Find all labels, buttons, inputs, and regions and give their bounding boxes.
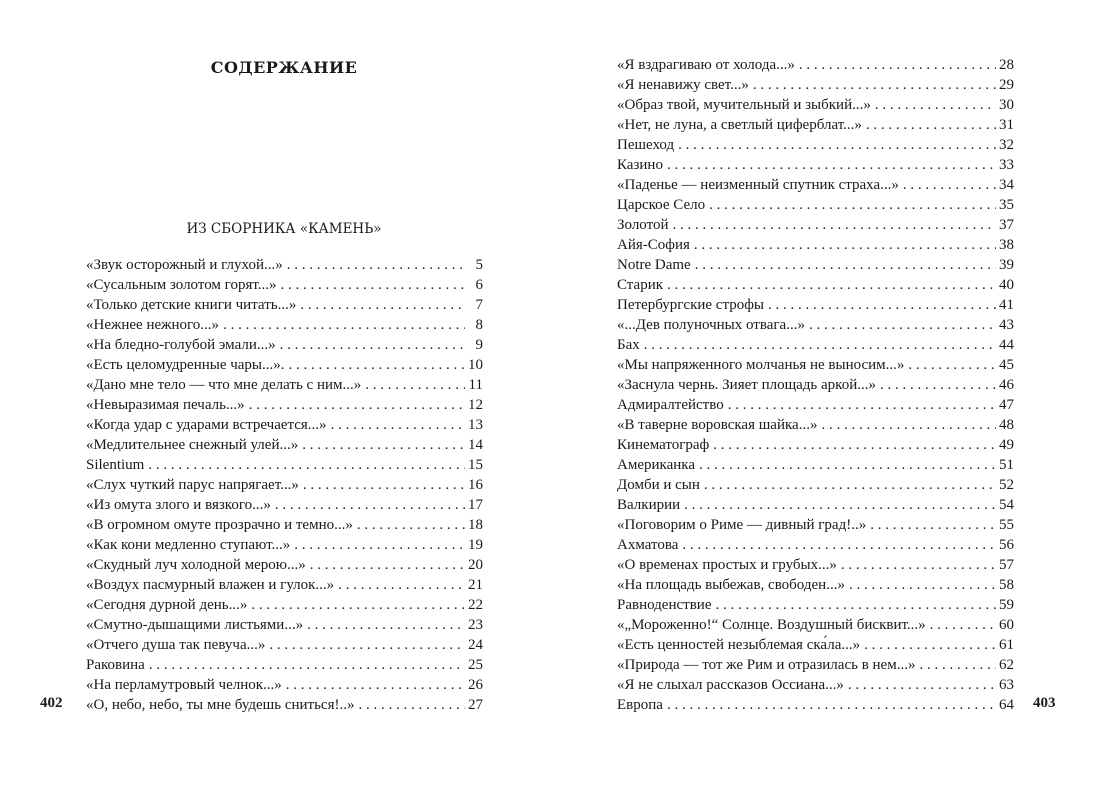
- toc-entry-page: 9: [475, 337, 483, 353]
- toc-entry-title: «Сегодня дурной день...»: [86, 597, 248, 613]
- toc-entry-page: 27: [468, 697, 483, 713]
- toc-entry-title: «Отчего душа так певуча...»: [86, 637, 266, 653]
- toc-entry-page: 8: [475, 317, 483, 333]
- toc-entry-title: «Я не слыхал рассказов Оссиана...»: [617, 677, 844, 693]
- dot-leader: [310, 555, 465, 575]
- toc-entry: [86, 675, 483, 695]
- toc-entry-page: 63: [999, 677, 1014, 693]
- toc-entry: [86, 575, 483, 595]
- toc-entry: [617, 535, 1014, 555]
- dot-leader: [682, 535, 996, 555]
- toc-entry: [617, 395, 1014, 415]
- toc-entry-page: 22: [468, 597, 483, 613]
- toc-entry-page: 39: [999, 257, 1014, 273]
- toc-entry-page: 7: [475, 297, 483, 313]
- toc-entry-title: «В таверне воровская шайка...»: [617, 417, 818, 433]
- toc-entry-title: Петербургские строфы: [617, 297, 764, 313]
- toc-entry-title: Домби и сын: [617, 477, 700, 493]
- toc-entry: [86, 555, 483, 575]
- toc-entry: [86, 655, 483, 675]
- toc-entry-title: «Есть целомудренные чары...».: [86, 357, 285, 373]
- toc-entry: [86, 475, 483, 495]
- toc-entry: [617, 335, 1014, 355]
- toc-entry: [617, 575, 1014, 595]
- dot-leader: [289, 355, 465, 375]
- toc-entry-page: 24: [468, 637, 483, 653]
- toc-entry-title: «Воздух пасмурный влажен и гулок...»: [86, 577, 335, 593]
- toc-entry-page: 6: [475, 277, 483, 293]
- toc-entry-title: «В огромном омуте прозрачно и темно...»: [86, 517, 353, 533]
- toc-entry-title: «Мы напряженного молчанья не выносим...»: [617, 357, 905, 373]
- toc-entry-page: 5: [475, 257, 483, 273]
- toc-entry-title: «Нет, не луна, а светлый циферблат...»: [617, 117, 862, 133]
- toc-entry-title: Бах: [617, 337, 640, 353]
- toc-entry: [617, 635, 1014, 655]
- dot-leader: [684, 495, 996, 515]
- toc-entry-page: 46: [999, 377, 1014, 393]
- toc-entry-page: 41: [999, 297, 1014, 313]
- toc-entry-title: Золотой: [617, 217, 669, 233]
- toc-right-column: [617, 55, 1014, 715]
- toc-entry: [617, 655, 1014, 675]
- toc-entry-title: «...Дев полуночных отвага...»: [617, 317, 805, 333]
- dot-leader: [667, 275, 996, 295]
- toc-entry-page: 33: [999, 157, 1014, 173]
- dot-leader: [286, 675, 465, 695]
- toc-entry-title: «На площадь выбежав, свободен...»: [617, 577, 845, 593]
- toc-entry-title: «Звук осторожный и глухой...»: [86, 257, 283, 273]
- toc-entry: [617, 115, 1014, 135]
- dot-leader: [269, 635, 465, 655]
- toc-entry: [86, 335, 483, 355]
- dot-leader: [249, 395, 465, 415]
- toc-entry-page: 60: [999, 617, 1014, 633]
- dot-leader: [930, 615, 996, 635]
- dot-leader: [223, 315, 465, 335]
- dot-leader: [667, 155, 996, 175]
- dot-leader: [357, 515, 465, 535]
- toc-entry-page: 29: [999, 77, 1014, 93]
- toc-entry: [86, 355, 483, 375]
- toc-entry-page: 62: [999, 657, 1014, 673]
- dot-leader: [880, 375, 996, 395]
- toc-entry-page: 10: [468, 357, 483, 373]
- toc-entry-title: Раковина: [86, 657, 145, 673]
- toc-entry: [617, 55, 1014, 75]
- dot-leader: [281, 275, 465, 295]
- dot-leader: [870, 515, 996, 535]
- toc-entry-page: 21: [468, 577, 483, 593]
- toc-entry: [617, 355, 1014, 375]
- toc-entry: [86, 295, 483, 315]
- dot-leader: [287, 255, 465, 275]
- dot-leader: [300, 295, 465, 315]
- toc-entry: [617, 195, 1014, 215]
- toc-entry: [86, 455, 483, 475]
- toc-entry-page: 11: [468, 377, 483, 393]
- dot-leader: [307, 615, 465, 635]
- toc-entry-page: 49: [999, 437, 1014, 453]
- toc-entry: [617, 215, 1014, 235]
- toc-entry-page: 38: [999, 237, 1014, 253]
- dot-leader: [715, 595, 996, 615]
- page-number-right: 403: [1033, 695, 1056, 711]
- toc-entry-page: 26: [468, 677, 483, 693]
- dot-leader: [695, 255, 996, 275]
- toc-entry: [86, 495, 483, 515]
- toc-entry: [617, 155, 1014, 175]
- toc-entry: [86, 315, 483, 335]
- toc-entry-page: 16: [468, 477, 483, 493]
- toc-entry-title: «Природа — тот же Рим и отразилась в нем...»: [617, 657, 916, 673]
- toc-entry-title: «Нежнее нежного...»: [86, 317, 220, 333]
- toc-entry: [86, 535, 483, 555]
- toc-entry-title: «Невыразимая печаль...»: [86, 397, 245, 413]
- dot-leader: [709, 195, 996, 215]
- toc-entry-page: 28: [999, 57, 1014, 73]
- toc-entry: [617, 475, 1014, 495]
- toc-entry-page: 34: [999, 177, 1014, 193]
- dot-leader: [302, 435, 465, 455]
- toc-entry-page: 48: [999, 417, 1014, 433]
- dot-leader: [713, 435, 996, 455]
- toc-entry-title: Старик: [617, 277, 664, 293]
- dot-leader: [903, 175, 996, 195]
- toc-entry: [86, 595, 483, 615]
- dot-leader: [148, 455, 465, 475]
- toc-entry-page: 61: [999, 637, 1014, 653]
- dot-leader: [768, 295, 996, 315]
- dot-leader: [821, 415, 996, 435]
- toc-entry-title: Кинематограф: [617, 437, 710, 453]
- dot-leader: [864, 635, 996, 655]
- toc-entry: [617, 555, 1014, 575]
- toc-entry-title: Равноденствие: [617, 597, 712, 613]
- toc-entry-page: 58: [999, 577, 1014, 593]
- toc-entry-page: 20: [468, 557, 483, 573]
- toc-entry-page: 43: [999, 317, 1014, 333]
- toc-entry-title: «Как кони медленно ступают...»: [86, 537, 291, 553]
- toc-entry-page: 12: [468, 397, 483, 413]
- toc-entry-page: 64: [999, 697, 1014, 713]
- toc-entry: [617, 595, 1014, 615]
- toc-entry: [86, 435, 483, 455]
- dot-leader: [149, 655, 465, 675]
- toc-entry: [86, 395, 483, 415]
- toc-entry-page: 23: [468, 617, 483, 633]
- toc-entry-page: 30: [999, 97, 1014, 113]
- toc-entry-title: «Я вздрагиваю от холода...»: [617, 57, 795, 73]
- toc-entry-title: Пешеход: [617, 137, 675, 153]
- toc-entry-page: 52: [999, 477, 1014, 493]
- toc-entry-page: 14: [468, 437, 483, 453]
- dot-leader: [848, 675, 996, 695]
- dot-leader: [303, 475, 465, 495]
- dot-leader: [280, 335, 465, 355]
- toc-entry: [617, 675, 1014, 695]
- toc-entry: [617, 295, 1014, 315]
- toc-entry: [617, 415, 1014, 435]
- dot-leader: [294, 535, 465, 555]
- toc-entry-page: 57: [999, 557, 1014, 573]
- toc-entry: [617, 75, 1014, 95]
- toc-entry-title: «Скудный луч холодной мерою...»: [86, 557, 306, 573]
- dot-leader: [809, 315, 996, 335]
- dot-leader: [644, 335, 996, 355]
- toc-entry: [617, 695, 1014, 715]
- toc-entry-title: «Только детские книги читать...»: [86, 297, 297, 313]
- toc-entry-title: Silentium: [86, 457, 145, 473]
- toc-entry: [86, 695, 483, 715]
- toc-entry: [617, 135, 1014, 155]
- toc-entry-page: 51: [999, 457, 1014, 473]
- toc-entry-page: 15: [468, 457, 483, 473]
- toc-entry-title: Адмиралтейство: [617, 397, 724, 413]
- toc-entry: [617, 495, 1014, 515]
- dot-leader: [866, 115, 996, 135]
- toc-entry-page: 55: [999, 517, 1014, 533]
- toc-entry-page: 17: [468, 497, 483, 513]
- toc-entry-title: «Есть ценностей незыблемая ска́ла...»: [617, 637, 861, 653]
- dot-leader: [673, 215, 997, 235]
- contents-title: СОДЕРЖАНИЕ: [210, 58, 358, 77]
- toc-entry-title: «На бледно-голубой эмали...»: [86, 337, 276, 353]
- toc-entry: [617, 255, 1014, 275]
- toc-entry-page: 45: [999, 357, 1014, 373]
- toc-entry-page: 35: [999, 197, 1014, 213]
- toc-entry-title: «Медлительнее снежный улей...»: [86, 437, 299, 453]
- toc-entry-title: «Я ненавижу свет...»: [617, 77, 749, 93]
- toc-entry-title: Казино: [617, 157, 663, 173]
- toc-entry: [617, 455, 1014, 475]
- toc-entry: [617, 615, 1014, 635]
- dot-leader: [678, 135, 996, 155]
- toc-entry-title: Американка: [617, 457, 695, 473]
- toc-entry-page: 25: [468, 657, 483, 673]
- toc-entry-page: 59: [999, 597, 1014, 613]
- toc-entry: [86, 375, 483, 395]
- dot-leader: [694, 235, 996, 255]
- dot-leader: [753, 75, 996, 95]
- toc-left-column: [86, 255, 483, 715]
- toc-entry-page: 31: [999, 117, 1014, 133]
- dot-leader: [849, 575, 996, 595]
- dot-leader: [908, 355, 996, 375]
- toc-entry: [617, 435, 1014, 455]
- toc-entry-page: 18: [468, 517, 483, 533]
- toc-entry-title: Notre Dame: [617, 257, 691, 273]
- toc-entry-title: «Паденье — неизменный спутник страха...»: [617, 177, 899, 193]
- toc-entry: [617, 235, 1014, 255]
- toc-entry: [86, 415, 483, 435]
- dot-leader: [331, 415, 465, 435]
- toc-entry-page: 56: [999, 537, 1014, 553]
- dot-leader: [365, 375, 465, 395]
- dot-leader: [875, 95, 996, 115]
- toc-entry: [617, 315, 1014, 335]
- toc-entry-page: 37: [999, 217, 1014, 233]
- toc-entry-title: «Когда удар с ударами встречается...»: [86, 417, 327, 433]
- toc-entry-title: «Заснула чернь. Зияет площадь аркой...»: [617, 377, 876, 393]
- dot-leader: [799, 55, 996, 75]
- toc-entry-title: «Поговорим о Риме — дивный град!..»: [617, 517, 867, 533]
- dot-leader: [728, 395, 996, 415]
- toc-entry-title: «Образ твой, мучительный и зыбкий...»: [617, 97, 871, 113]
- toc-entry-title: Ахматова: [617, 537, 679, 553]
- toc-entry: [617, 375, 1014, 395]
- toc-entry: [86, 635, 483, 655]
- dot-leader: [667, 695, 996, 715]
- toc-entry-title: Айя-София: [617, 237, 690, 253]
- toc-entry-page: 54: [999, 497, 1014, 513]
- toc-entry-page: 32: [999, 137, 1014, 153]
- page-number-left: 402: [40, 695, 63, 711]
- dot-leader: [699, 455, 996, 475]
- dot-leader: [275, 495, 465, 515]
- toc-entry-page: 47: [999, 397, 1014, 413]
- toc-entry: [617, 275, 1014, 295]
- toc-entry-page: 19: [468, 537, 483, 553]
- toc-entry: [617, 515, 1014, 535]
- toc-entry-page: 13: [468, 417, 483, 433]
- toc-entry-title: «„Мороженно!“ Солнце. Воздушный бисквит...»: [617, 617, 926, 633]
- toc-entry: [86, 615, 483, 635]
- toc-entry-title: «Сусальным золотом горят...»: [86, 277, 277, 293]
- toc-entry-title: «Из омута злого и вязкого...»: [86, 497, 271, 513]
- toc-entry-title: «На перламутровый челнок...»: [86, 677, 282, 693]
- dot-leader: [338, 575, 465, 595]
- toc-entry-page: 40: [999, 277, 1014, 293]
- toc-entry-title: «О временах простых и грубых...»: [617, 557, 837, 573]
- dot-leader: [919, 655, 996, 675]
- toc-entry-title: Царское Село: [617, 197, 706, 213]
- toc-entry-title: «Дано мне тело — что мне делать с ним...»: [86, 377, 362, 393]
- toc-entry-title: Валкирии: [617, 497, 681, 513]
- toc-entry: [617, 175, 1014, 195]
- toc-entry: [86, 515, 483, 535]
- toc-entry: [86, 255, 483, 275]
- toc-entry-title: «Смутно-дышащими листьями...»: [86, 617, 304, 633]
- toc-entry: [617, 95, 1014, 115]
- dot-leader: [358, 695, 465, 715]
- toc-entry: [86, 275, 483, 295]
- dot-leader: [841, 555, 996, 575]
- dot-leader: [704, 475, 996, 495]
- toc-entry-page: 44: [999, 337, 1014, 353]
- toc-entry-title: «О, небо, небо, ты мне будешь сниться!..»: [86, 697, 355, 713]
- toc-entry-title: «Слух чуткий парус напрягает...»: [86, 477, 299, 493]
- toc-entry-title: Европа: [617, 697, 663, 713]
- dot-leader: [251, 595, 465, 615]
- section-heading: ИЗ СБОРНИКА «КАМЕНЬ»: [186, 221, 382, 237]
